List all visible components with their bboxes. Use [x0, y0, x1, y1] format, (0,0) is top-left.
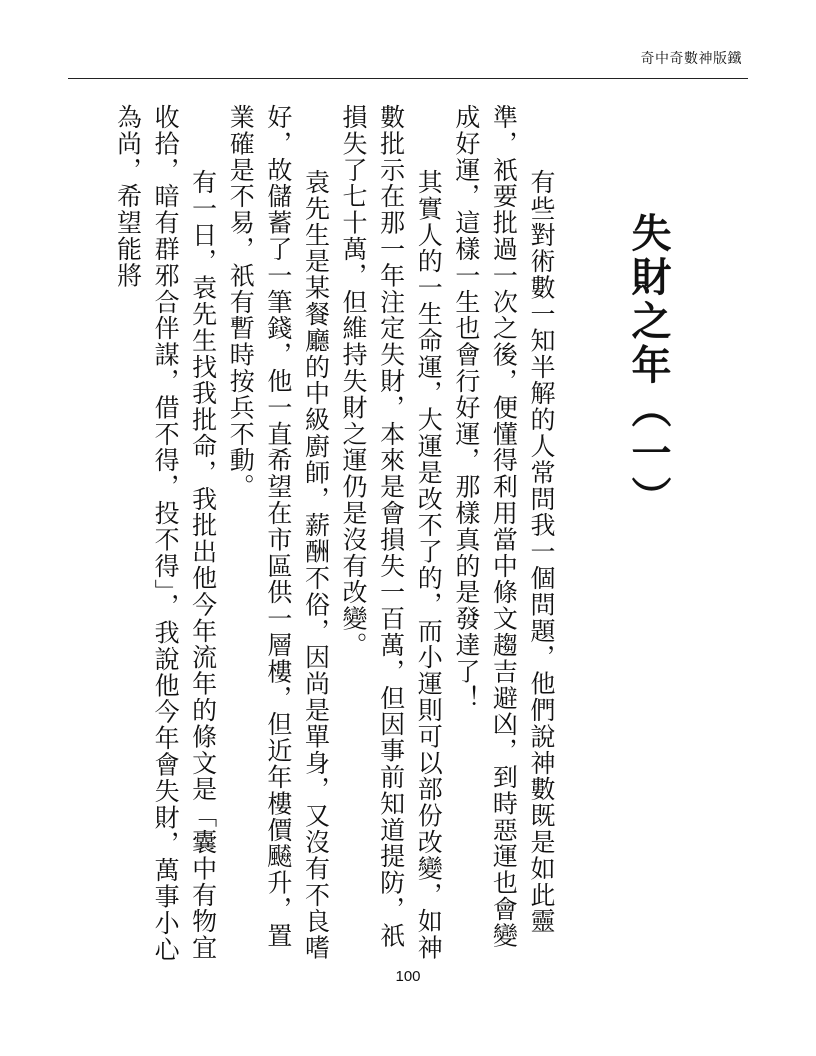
paragraph-4: 有一日，袁先生找我批命，我批出他今年流年的條文是「囊中有物宜收拾，暗有群邪合伴謀，借不得，投不得」，我說他今年會失財，萬事小心為尚，希望能將 — [113, 104, 218, 963]
paragraph-3: 袁先生是某餐廳的中級廚師，薪酬不俗，因尚是單身，又沒有不良嗜好，故儲蓄了一筆錢，他一直希望在市區供一層樓，但近年樓價飇升，置業確是不易，祇有暫時按兵不動。 — [226, 104, 331, 961]
chapter-title: 失財之年（一） — [625, 212, 671, 520]
article-body — [109, 104, 560, 964]
running-header-book-title: 奇中奇數神版鐵 — [640, 51, 742, 67]
paragraph-2: 其實人的一生命運，大運是改不了的，而小運則可以部份改變，如神數批示在那一年注定失財，本來是會損失一百萬，但因事前知道提防，祇損失了七十萬，但維持失財之運仍是沒有改變。 — [339, 104, 444, 961]
paragraph-1: 有些對術數一知半解的人常問我一個問題，他們說神數既是如此靈準，祇要批過一次之後，便懂得利用當中條文趨吉避凶，到時惡運也會變成好運，這樣一生也會行好運，那樣真的是發達了！ — [451, 104, 556, 949]
header-divider — [68, 78, 748, 79]
page-number: 100 — [395, 968, 421, 985]
